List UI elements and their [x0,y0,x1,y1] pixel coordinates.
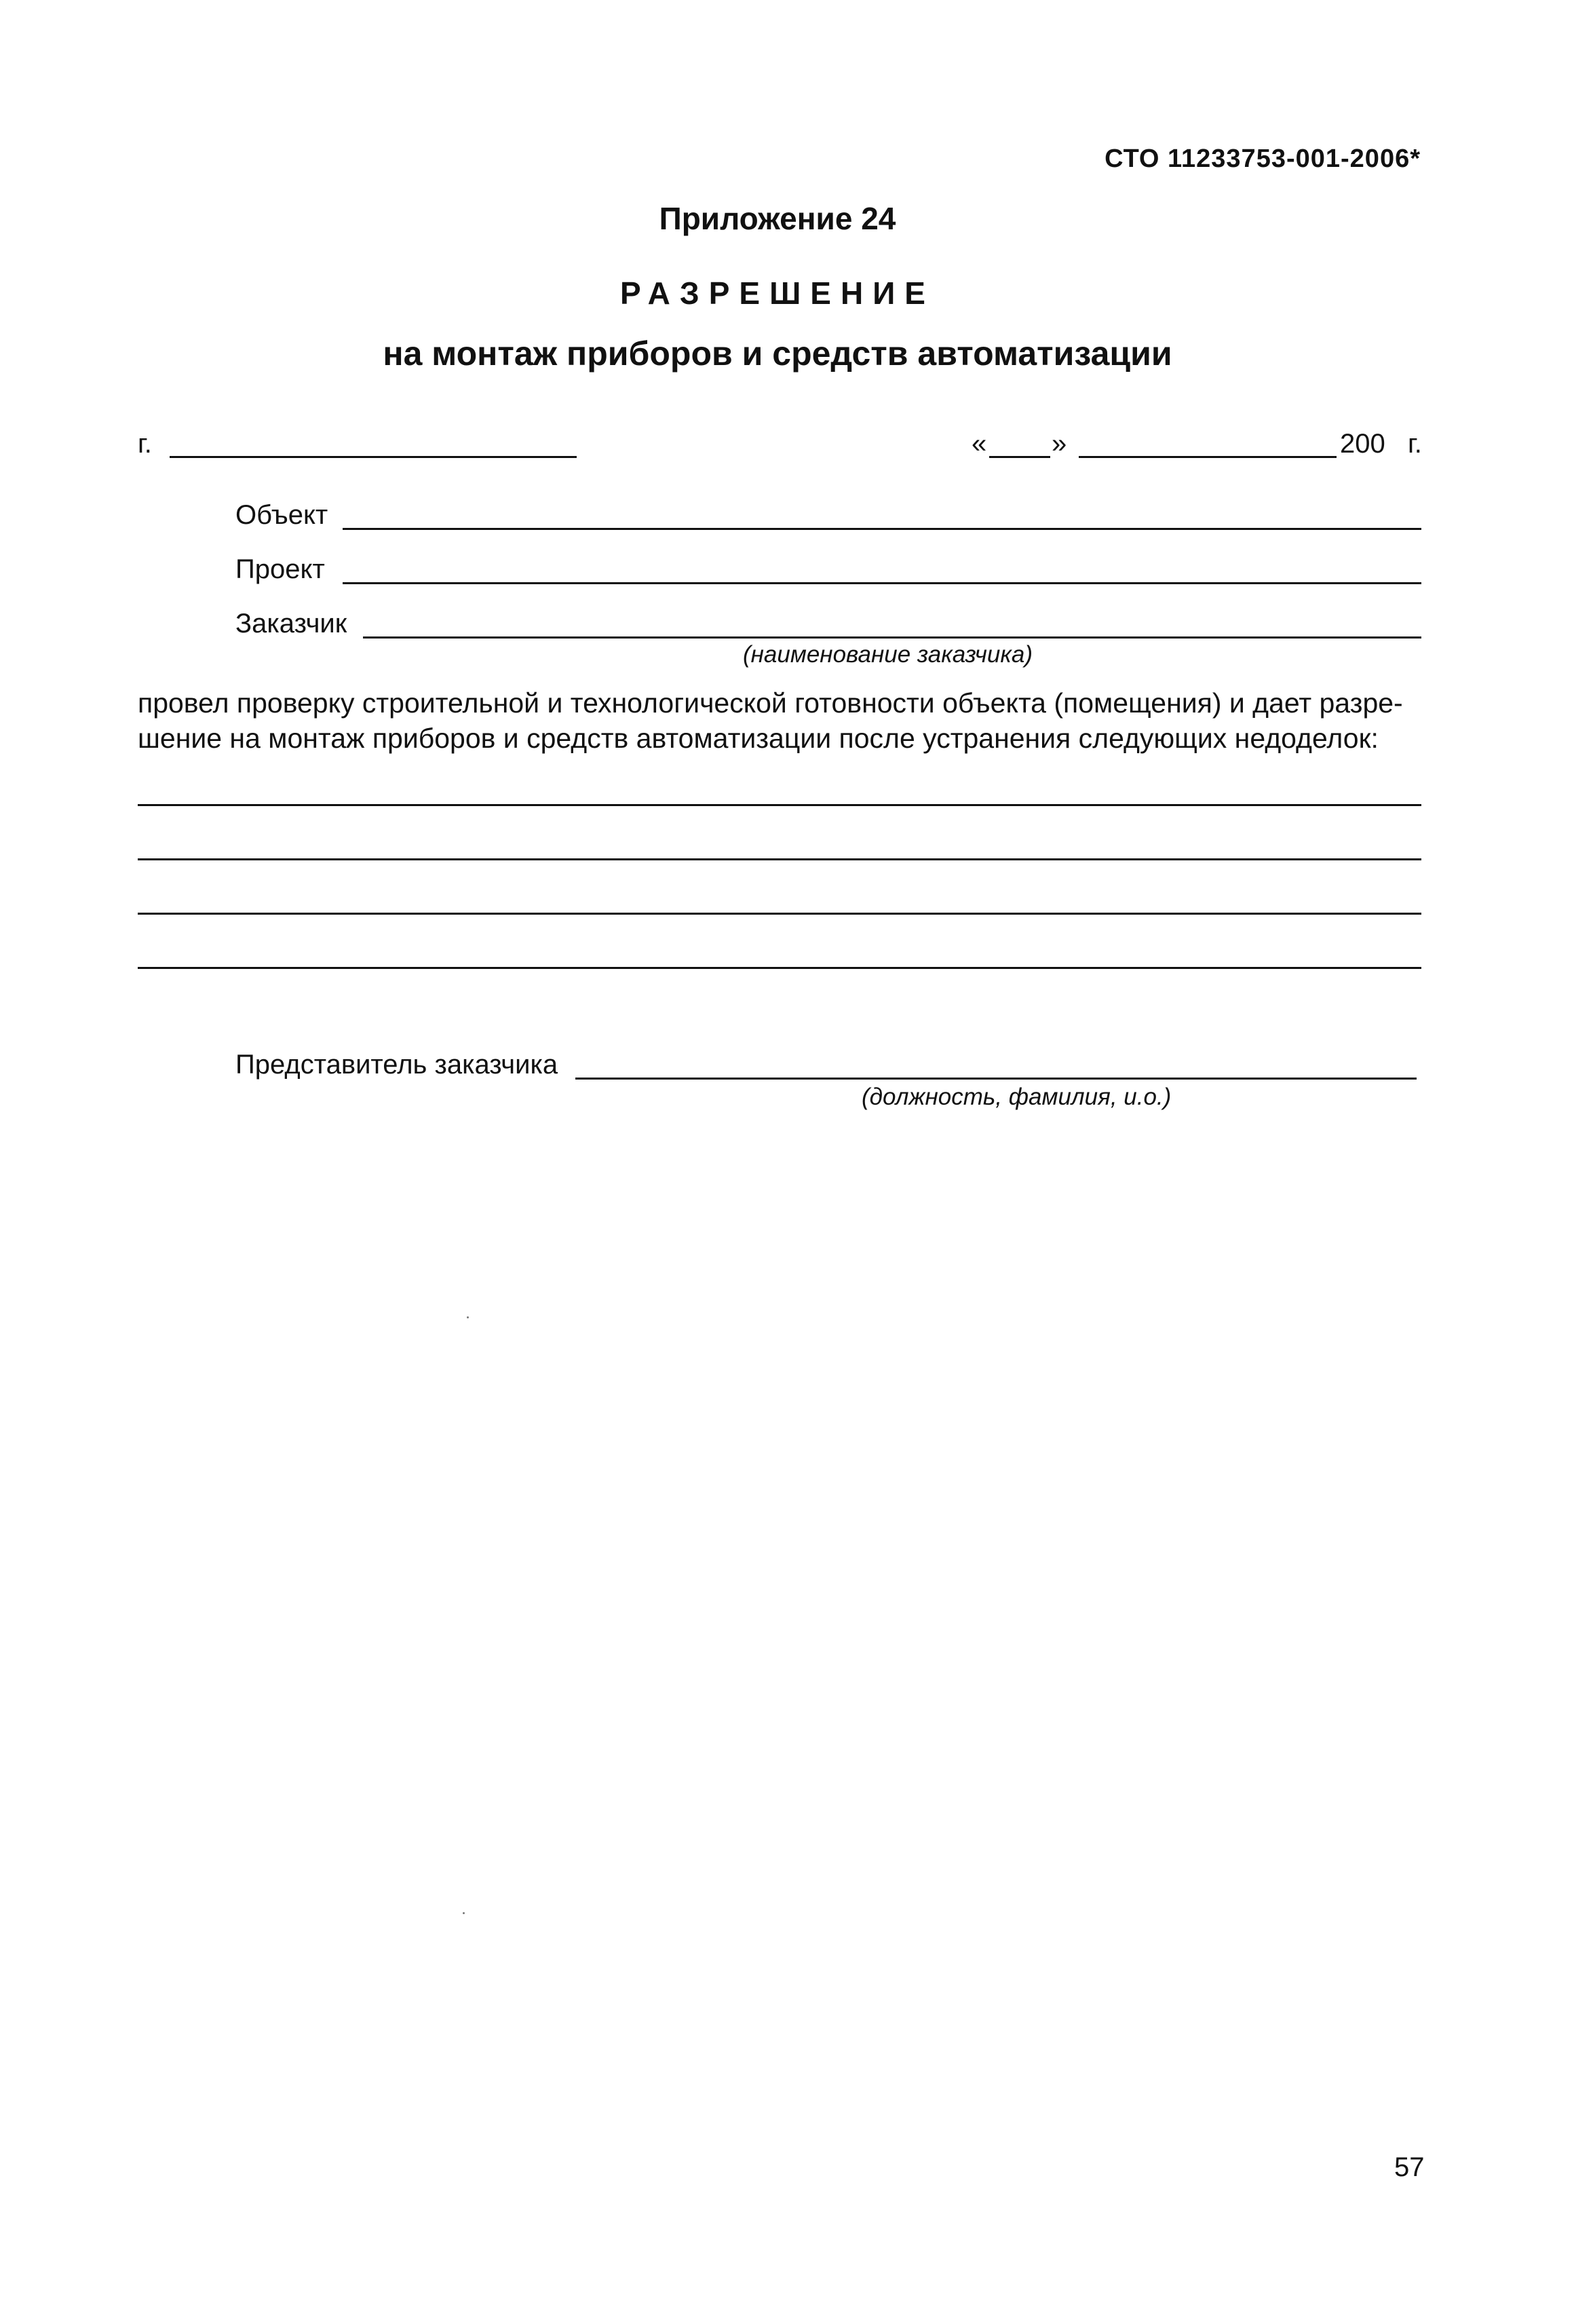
customer-hint: (наименование заказчика) [743,641,1033,668]
date-quote-close: » [1052,429,1067,459]
city-label: г. [138,429,152,459]
project-label: Проект [235,554,325,584]
deficiency-line-2[interactable] [138,858,1421,860]
year-label: 200 [1340,429,1385,459]
body-line-2: шение на монтаж приборов и средств автоматизации после устранения следующих недоделок: [138,723,1379,754]
deficiency-line-1[interactable] [138,804,1421,806]
year-suffix: г. [1408,429,1422,459]
object-label: Объект [235,500,328,530]
day-field-line[interactable] [989,456,1050,458]
customer-field-line[interactable] [363,636,1421,639]
scan-speck [463,1912,465,1914]
date-quote-open: « [972,429,987,459]
document-code: СТО 11233753-001-2006* [1105,145,1421,173]
signature-hint: (должность, фамилия, и.о.) [862,1084,1172,1110]
city-field-line[interactable] [170,456,577,458]
deficiency-line-4[interactable] [138,967,1421,969]
signature-field-line[interactable] [575,1078,1417,1080]
object-field-line[interactable] [343,528,1421,530]
month-field-line[interactable] [1079,456,1337,458]
scan-speck [467,1316,469,1318]
customer-label: Заказчик [235,609,347,639]
document-subtitle: на монтаж приборов и средств автоматизации [383,335,1172,373]
appendix-label: Приложение 24 [659,201,896,236]
project-field-line[interactable] [343,582,1421,584]
signature-label: Представитель заказчика [235,1050,558,1080]
body-paragraph [138,685,1427,756]
document-title: РАЗРЕШЕНИЕ [620,275,935,311]
deficiency-line-3[interactable] [138,913,1421,915]
page-number: 57 [1394,2152,1425,2182]
body-line-1: провел проверку строительной и технологической готовности объекта (помещения) и дает разре- [138,687,1403,719]
